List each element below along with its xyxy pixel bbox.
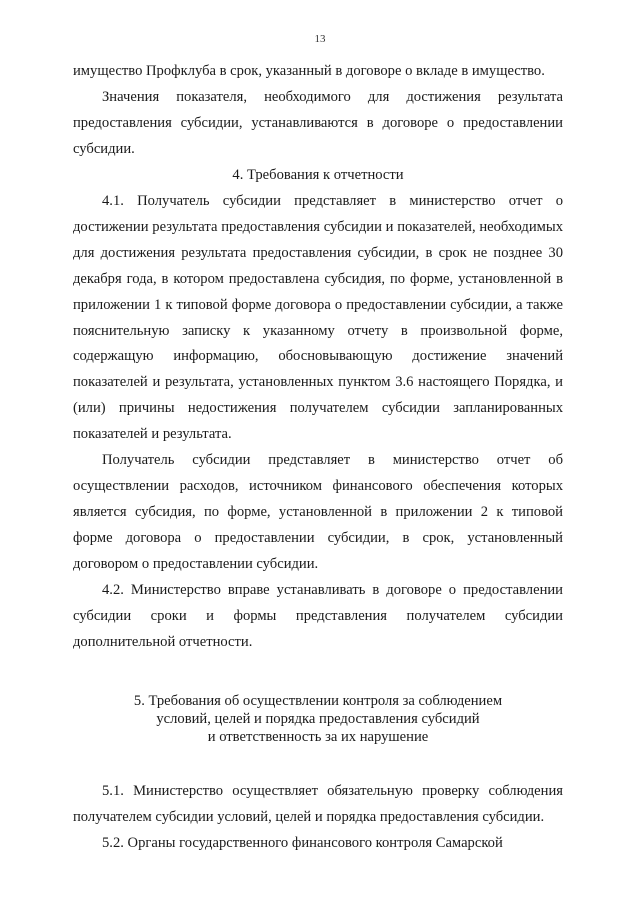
document-body	[73, 59, 563, 857]
section-5-heading-line: и ответственность за их нарушение	[207, 728, 429, 745]
paragraph-indicator-values: Значения показателя, необходимого для достижения результата предоставления субсидии, устанавливаются в договоре о предоставлении субсидии.	[73, 88, 563, 157]
page-number: 13	[314, 33, 326, 45]
paragraph-5-1: 5.1. Министерство осуществляет обязательную проверку соблюдения получателем субсидии условий, целей и порядка предоставления субсидии.	[73, 782, 563, 825]
section-5-heading-line: условий, целей и порядка предоставления субсидий	[156, 710, 480, 727]
section-5-heading-line: 5. Требования об осуществлении контроля за соблюдением	[133, 692, 503, 709]
paragraph-5-2: 5.2. Органы государственного финансового контроля Самарской	[102, 834, 503, 851]
section-5-heading	[73, 692, 563, 746]
paragraph-expense-report: Получатель субсидии представляет в министерство отчет об осуществлении расходов, источником финансового обеспечения которых является субсидия, по форме, установленной в приложении 2 к типовой форме договора о предоставлении субсидии, в срок, установленный договором о предоставлении субсидии.	[73, 452, 563, 573]
paragraph-4-2: 4.2. Министерство вправе устанавливать в договоре о предоставлении субсидии сроки и формы представления получателем субсидии дополнительной отчетности.	[73, 582, 563, 650]
paragraph-continuation: имущество Профклуба в срок, указанный в договоре о вкладе в имущество.	[73, 63, 545, 79]
section-4-heading: 4. Требования к отчетности	[232, 166, 404, 183]
paragraph-4-1: 4.1. Получатель субсидии представляет в министерство отчет о достижении результата предоставления субсидии и показателей, необходимых для достижения результата предоставления субсидии, в срок не позднее 30 декабря года, в котором предоставлена субсидия, по форме, установленной в приложении 1 к типовой форме договора о предоставлении субсидии, а также пояснительную записку к указанному отчету в произвольной форме, содержащую информацию, обосновывающую достижение значений показателей и результата, установленных пунктом 3.6 настоящего Порядка, и (или) причины недостижения получателем субсидии запланированных показателей и результата.	[73, 192, 563, 443]
